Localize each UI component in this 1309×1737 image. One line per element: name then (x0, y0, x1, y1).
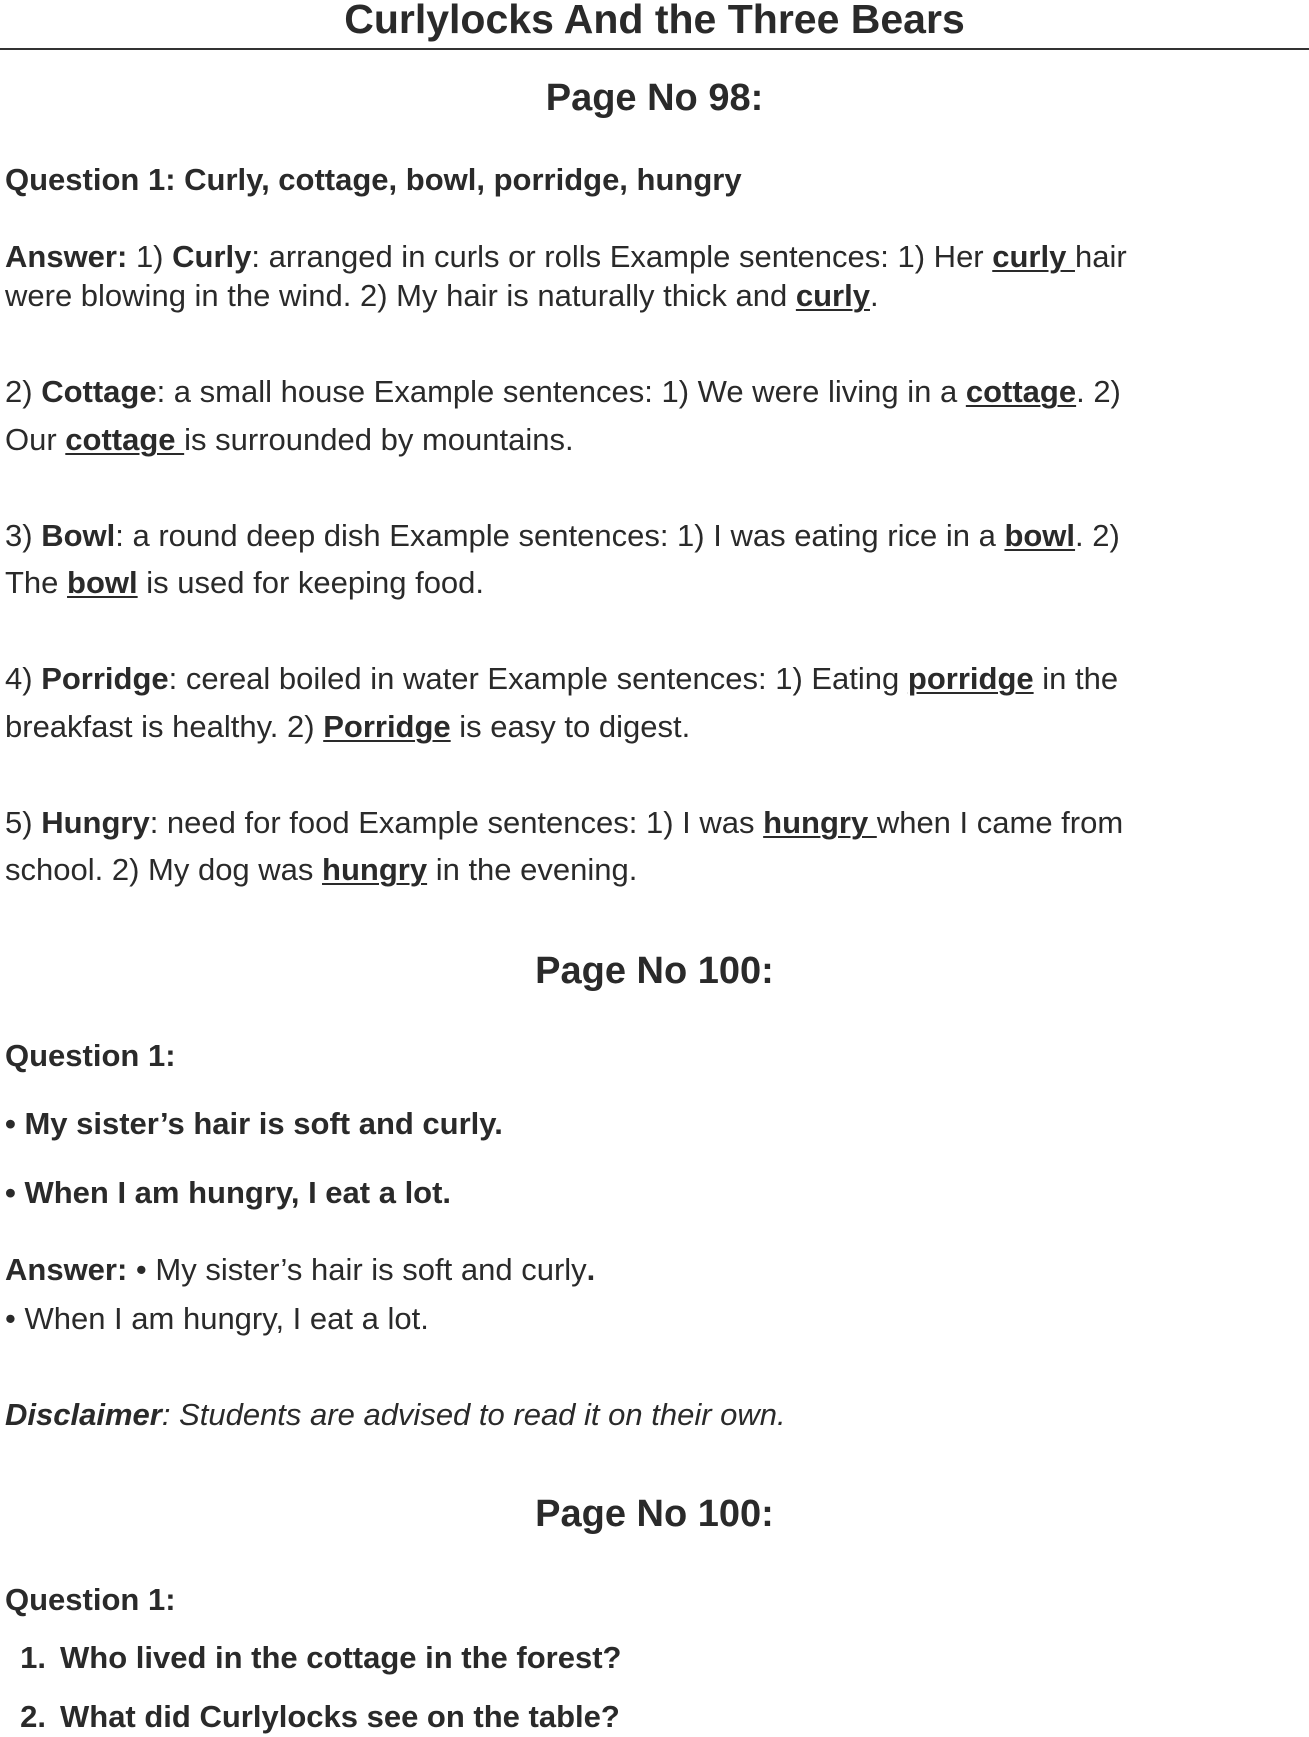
text-fragment: : need for food Example sentences: 1) I was (149, 805, 764, 840)
question-bullet: • My sister’s hair is soft and curly. (5, 1106, 503, 1141)
answer-line (5, 420, 574, 460)
text-fragment: . 2) (1075, 518, 1120, 553)
example-word: bowl (1004, 518, 1076, 553)
question-number: 1. (20, 1640, 46, 1675)
document-title: Curlylocks And the Three Bears (344, 0, 965, 42)
page-heading-100: Page No 100: (535, 1493, 774, 1535)
answer-line (5, 803, 1123, 843)
answer-label: Answer: (5, 1252, 128, 1287)
question-heading: Question 1: Curly, cottage, bowl, porridge, hungry (5, 162, 742, 197)
text-fragment: 1) (135, 239, 173, 274)
page-heading-100: Page No 100: (535, 950, 774, 992)
answer-label: Answer: (5, 239, 128, 274)
question-bullet: • When I am hungry, I eat a lot. (5, 1175, 452, 1210)
text-fragment: . (586, 1252, 596, 1287)
example-word: Porridge (323, 709, 451, 744)
answer-line (5, 563, 484, 603)
example-word: porridge (907, 661, 1034, 696)
example-word: cottage (65, 422, 185, 457)
text-fragment: • My sister’s hair is soft and curly (127, 1252, 587, 1287)
text-fragment: hair (1074, 239, 1127, 274)
text-fragment: in the (1033, 661, 1119, 696)
text-fragment: in the evening. (427, 852, 638, 887)
numbered-question (0, 1697, 620, 1737)
text-fragment: is easy to digest. (450, 709, 691, 744)
text-fragment: : arranged in curls or rolls Example sentences: 1) Her (251, 239, 993, 274)
text-fragment: : a small house Example sentences: 1) We were living in a (156, 374, 966, 409)
answer-line (5, 372, 1121, 412)
text-fragment: . (869, 278, 879, 313)
text-fragment: breakfast is healthy. 2) (5, 709, 324, 744)
vocab-word: Bowl (41, 518, 116, 553)
text-fragment: is used for keeping food. (137, 565, 485, 600)
question-text: What did Curlylocks see on the table? (60, 1699, 620, 1734)
answer-line (5, 707, 690, 747)
example-word: hungry (763, 805, 877, 840)
text-fragment: were blowing in the wind. 2) My hair is naturally thick and (5, 278, 796, 313)
text-fragment: . 2) (1076, 374, 1121, 409)
text-fragment: school. 2) My dog was (5, 852, 323, 887)
answer-line (5, 516, 1120, 556)
text-fragment: is surrounded by mountains. (184, 422, 574, 457)
example-word: curly (795, 278, 870, 313)
vocab-word: Curly (172, 239, 252, 274)
question-heading: Question 1: (5, 1582, 176, 1617)
title-divider (0, 48, 1309, 50)
question-number: 2. (20, 1699, 46, 1734)
vocab-word: Hungry (41, 805, 150, 840)
answer-line (5, 237, 1127, 277)
text-fragment: when I came from (876, 805, 1124, 840)
answer-line (5, 276, 879, 316)
answer-line (5, 850, 637, 890)
text-fragment: 5) (5, 805, 42, 840)
page-heading-98: Page No 98: (545, 77, 764, 119)
disclaimer-text: : Students are advised to read it on their own. (161, 1397, 786, 1432)
numbered-question (0, 1638, 621, 1678)
text-fragment: 3) (5, 518, 42, 553)
disclaimer (5, 1395, 786, 1435)
vocab-word: Porridge (41, 661, 169, 696)
example-word: cottage (965, 374, 1077, 409)
text-fragment: Our (5, 422, 66, 457)
example-word: hungry (322, 852, 428, 887)
answer-line (5, 1250, 595, 1290)
text-fragment: : a round deep dish Example sentences: 1) I was eating rice in a (115, 518, 1005, 553)
disclaimer-label: Disclaimer (5, 1397, 162, 1432)
question-text: Who lived in the cottage in the forest? (60, 1640, 622, 1675)
text-fragment: The (5, 565, 68, 600)
example-word: bowl (67, 565, 138, 600)
text-fragment: 4) (5, 661, 42, 696)
vocab-word: Cottage (41, 374, 157, 409)
question-heading: Question 1: (5, 1038, 176, 1073)
answer-line: • When I am hungry, I eat a lot. (5, 1301, 429, 1336)
example-word: curly (992, 239, 1075, 274)
text-fragment: : cereal boiled in water Example sentences: 1) Eating (168, 661, 908, 696)
answer-line (5, 659, 1118, 699)
text-fragment: 2) (5, 374, 42, 409)
